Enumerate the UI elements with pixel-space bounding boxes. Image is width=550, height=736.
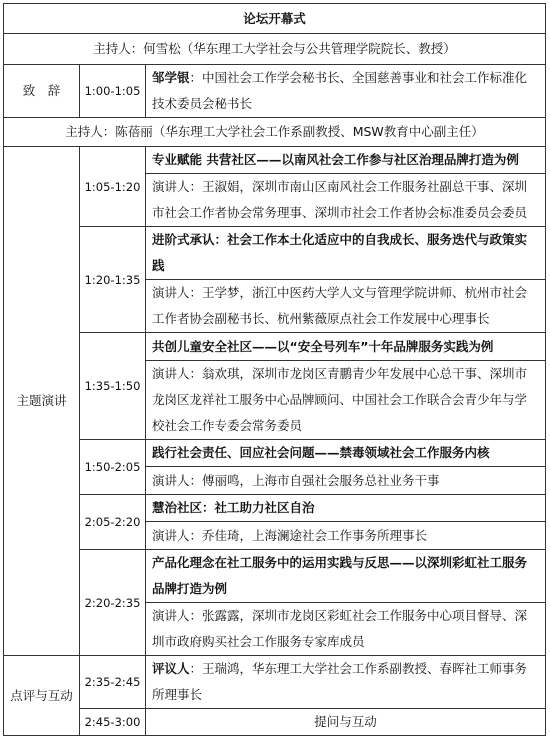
- host-row-2: 主持人：陈蓓丽（华东理工大学社会工作系副教授、MSW教育中心副主任）: [4, 118, 546, 147]
- talk-topic: 践行社会责任、回应社会问题——禁毒领域社会工作服务内核: [146, 440, 546, 467]
- talk-time: 1:35-1:50: [80, 333, 146, 440]
- section-title: 论坛开幕式: [4, 4, 546, 34]
- talk-time: 1:20-1:35: [80, 227, 146, 333]
- talk-topic: 产品化理念在社工服务中的运用实践与反思——以深圳彩虹社工服务品牌打造为例: [146, 550, 546, 603]
- opening-label: 致 辞: [4, 65, 80, 118]
- talk-topic: 专业赋能 共营社区——以南风社会工作参与社区治理品牌打造为例: [146, 147, 546, 174]
- commenter-label: 评议人: [152, 661, 190, 676]
- host-row: 主持人：何雪松（华东理工大学社会与公共管理学院院长、教授）: [4, 34, 546, 65]
- keynote-label: 主题演讲: [4, 147, 80, 656]
- talk-speaker: 演讲人：王学梦，浙江中医药大学人文与管理学院讲师、杭州市社会工作者协会副秘书长、杭州紫薇原点社会工作发展中心理事长: [146, 280, 546, 333]
- talk-topic: 进阶式承认：社会工作本土化适应中的自我成长、服务迭代与政策实践: [146, 227, 546, 280]
- talk-speaker: 演讲人：乔佳琦，上海澜途社会工作事务所理事长: [146, 522, 546, 550]
- talk-topic: 共创儿童安全社区——以“安全号列车”十年品牌服务实践为例: [146, 333, 546, 361]
- opening-speaker-desc: ：中国社会工作学会秘书长、全国慈善事业和社会工作标准化技术委员会秘书长: [152, 70, 528, 111]
- talk-time: 2:20-2:35: [80, 550, 146, 656]
- commenter: [146, 656, 546, 709]
- talk-speaker: 演讲人：张露露，深圳市龙岗区彩虹社会工作服务中心项目督导、深圳市政府购买社会工作服务专家库成员: [146, 603, 546, 656]
- talk-speaker: 演讲人：王淑娟，深圳市南山区南风社会工作服务社副总干事、深圳市社会工作者协会常务理事、深圳市社会工作者协会标准委员会委员: [146, 174, 546, 227]
- forum-schedule-table: [3, 3, 546, 736]
- opening-time: 1:00-1:05: [80, 65, 146, 118]
- qa-label: 提问与互动: [146, 709, 546, 736]
- talk-time: 1:05-1:20: [80, 147, 146, 227]
- qa-time: 2:45-3:00: [80, 709, 146, 736]
- talk-speaker: 演讲人：翁欢琪，深圳市龙岗区青鹏青少年发展中心总干事、深圳市龙岗区龙祥社工服务中心品牌顾问、中国社会工作联合会青少年与学校社会工作专委会常务委员: [146, 361, 546, 440]
- commenter-desc: ：王瑞鸿，华东理工大学社会工作系副教授、春晖社工师事务所理事长: [152, 661, 528, 702]
- opening-speaker: [146, 65, 546, 118]
- review-label: 点评与互动: [4, 656, 80, 736]
- talk-time: 2:05-2:20: [80, 495, 146, 550]
- review-time: 2:35-2:45: [80, 656, 146, 709]
- talk-speaker: 演讲人：傅丽鸣，上海市自强社会服务总社业务干事: [146, 467, 546, 495]
- talk-topic: 慧治社区：社工助力社区自治: [146, 495, 546, 522]
- opening-speaker-name: 邹学银: [152, 70, 190, 85]
- talk-time: 1:50-2:05: [80, 440, 146, 495]
